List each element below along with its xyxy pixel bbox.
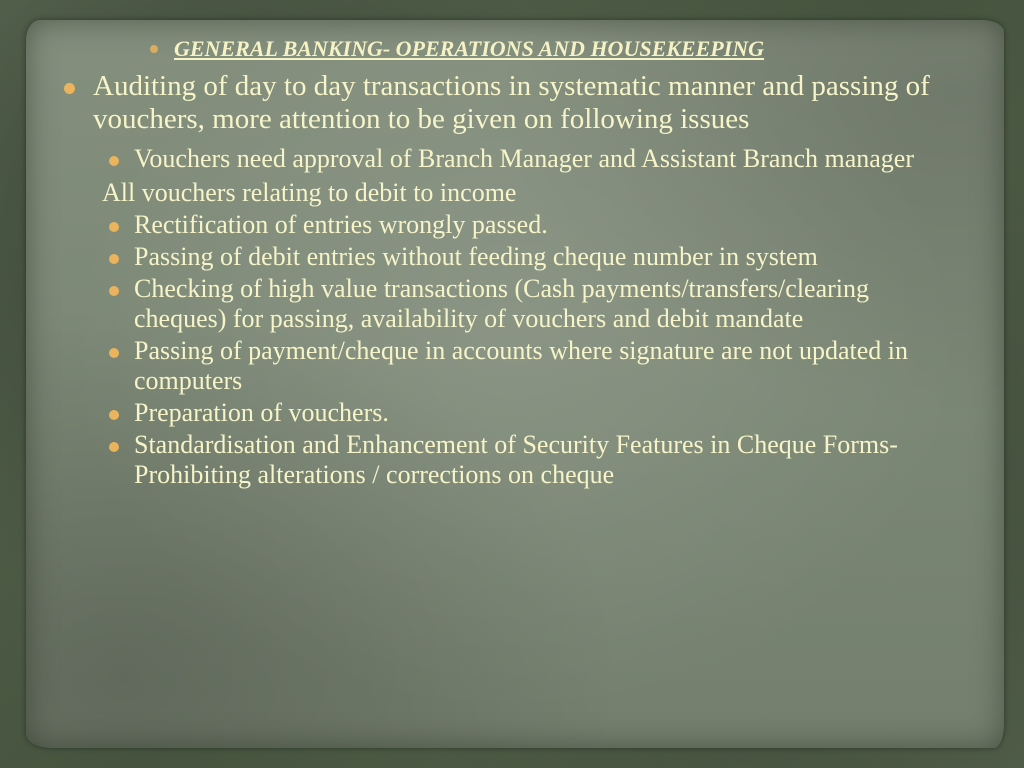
- sub-point: [60, 274, 940, 334]
- bullet-icon: [109, 222, 119, 232]
- main-point-text: Auditing of day to day transactions in systematic manner and passing of vouchers, more attention to be given on following issues: [93, 70, 930, 135]
- title-bullet-icon: [150, 45, 158, 53]
- sub-point: [60, 398, 940, 428]
- sub-point-text: Passing of payment/cheque in accounts where signature are not updated in computers: [134, 336, 908, 395]
- sub-point-text: Preparation of vouchers.: [134, 398, 389, 427]
- bullet-icon: [109, 254, 119, 264]
- main-point: [60, 70, 940, 136]
- sub-point-text: Vouchers need approval of Branch Manager and Assistant Branch manager: [134, 144, 914, 173]
- slide-title-row: [150, 36, 764, 62]
- bullet-icon: [109, 156, 119, 166]
- sub-point: [60, 430, 940, 490]
- bullet-icon: [109, 410, 119, 420]
- sub-point: [60, 336, 940, 396]
- slide-title: GENERAL BANKING- OPERATIONS AND HOUSEKEEPING: [174, 36, 765, 61]
- bullet-icon: [109, 348, 119, 358]
- sub-point: [60, 144, 940, 174]
- bullet-icon: [109, 442, 119, 452]
- sub-point-text: Checking of high value transactions (Cash payments/transfers/clearing cheques) for passing, availability of vouchers and debit mandate: [134, 274, 870, 333]
- sub-point-text: Rectification of entries wrongly passed.: [134, 210, 548, 239]
- sub-point-text: Standardisation and Enhancement of Security Features in Cheque Forms-Prohibiting alterations / corrections on cheque: [134, 430, 898, 489]
- sub-point-text: Passing of debit entries without feeding cheque number in system: [134, 242, 818, 271]
- sub-point-plain: [60, 178, 940, 208]
- sub-point: [60, 210, 940, 240]
- sub-point: [60, 242, 940, 272]
- bullet-icon: [109, 286, 119, 296]
- bullet-icon: [64, 83, 75, 94]
- sub-point-text: All vouchers relating to debit to income: [102, 178, 517, 207]
- slide-content: [60, 70, 940, 490]
